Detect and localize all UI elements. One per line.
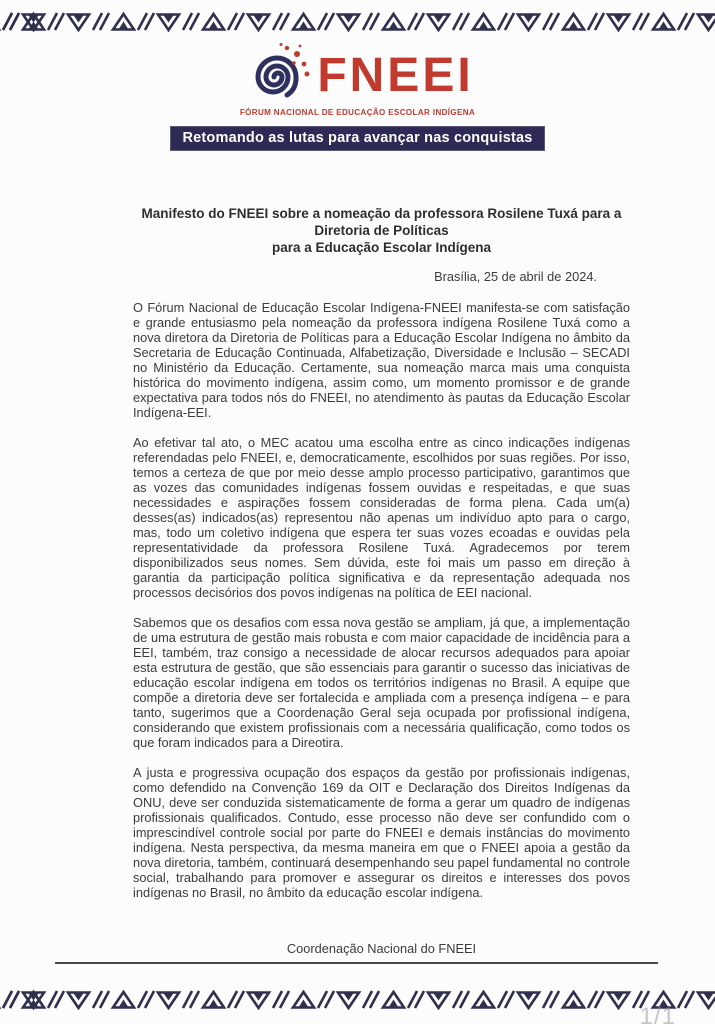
paragraph: Sabemos que os desafios com essa nova gestão se ampliam, já que, a implementação de uma estrutura de gestão mais robusta e com maior capacidade de incidência para a EEI, também, traz consigo a necessidade de alocar recursos adequados para apoiar esta estrutura de gestão, que são essenciais para garantir o sucesso das iniciativas de educação escolar indígena em todos os territórios indígenas no Brasil. A equipe que compõe a diretoria deve ser fortalecida e ampliada com a presença indígena – e para tanto, sugerimos que a Coordenação Geral seja ocupada por profissional indígena, considerando que existem profissionais com a necessária qualificação, como todos os que foram indicados para a Direotira. bbox=[133, 615, 630, 750]
paragraph: Ao efetivar tal ato, o MEC acatou uma escolha entre as cinco indicações indígenas referendadas pelo FNEEI, e, democraticamente, escolhidos por suas regiões. Por isso, temos a certeza de que por meio desse amplo processo participativo, garantimos que as vozes das comunidades indígenas fossem ouvidas e respeitadas, e que suas necessidades e aspirações fossem consideradas de forma plena. Cada um(a) desses(as) indicados(as) representou não apenas um indivíduo apto para o cargo, mas, todo um coletivo indígena que espera ter suas vozes ecoadas e ouvidas pela representatividade da professora Rosilene Tuxá. Agradecemos por terem disponibilizados seus nomes. Sem dúvida, este foi mais um passo em direção à garantia da participação política significativa e da representação adequada nos processos decisórios dos povos indígenas na política de EEI nacional. bbox=[133, 435, 630, 600]
logo-wordmark: FNEEI bbox=[317, 49, 474, 102]
slogan-banner: Retomando as lutas para avançar nas conquistas bbox=[170, 126, 544, 151]
paragraph: O Fórum Nacional de Educação Escolar Indígena-FNEEI manifesta-se com satisfação e grande entusiasmo pela nomeação da professora indígena Rosilene Tuxá como a nova diretora da Diretoria de Políticas para a Educação Escolar Indígena no âmbito da Secretaria de Educação Continuada, Alfabetização, Diversidade e Inclusão – SECADI no Ministério da Educação. Certamente, sua nomeação marca mais uma conquista histórica do movimento indígena, assim como, um momento promissor e de grande expectativa para todos nós do FNEEI, no atendimento às pautas da Educação Escolar Indígena-EEI. bbox=[133, 300, 630, 420]
zigzag-border-bottom-icon bbox=[0, 988, 715, 1010]
title-line-3: para a Educação Escolar Indígena bbox=[271, 240, 492, 255]
letterhead bbox=[0, 41, 715, 151]
page-number: 1/1 bbox=[639, 1003, 676, 1024]
signature-rule bbox=[55, 962, 658, 964]
logo-subtitle: FÓRUM NACIONAL DE EDUCAÇÃO ESCOLAR INDÍGENA bbox=[239, 108, 476, 117]
slogan-banner-wrap bbox=[0, 126, 715, 151]
title-line-1: Manifesto do FNEEI sobre a nomeação da professora Rosilene Tuxá para a bbox=[141, 206, 622, 221]
signature-line: Coordenação Nacional do FNEEI bbox=[286, 941, 477, 956]
document-title bbox=[133, 205, 630, 256]
date-line: Brasília, 25 de abril de 2024. bbox=[434, 269, 597, 284]
spiral-logo-icon bbox=[241, 41, 315, 107]
zigzag-border-top-icon bbox=[0, 10, 715, 32]
paragraph: A justa e progressiva ocupação dos espaços da gestão por profissionais indígenas, como defendido na Convenção 169 da OIT e Declaração dos Direitos Indígenas da ONU, deve ser conduzida sistematicamente de forma a gerar um quadro de indígenas profissionais qualificados. Contudo, esse processo não deve ser confundido com o imprescindível controle social por parte do FNEEI e demais instâncias do movimento indígena. Nesta perspectiva, da mesma maneira em que o FNEEI apoia a gestão da nova diretoria, também, continuará desempenhando seu papel fundamental no controle social, trabalhando para promover e assegurar os direitos e interesses dos povos indígenas no Brasil, no âmbito da educação escolar indígena. bbox=[133, 765, 630, 900]
paragraph-block bbox=[133, 300, 630, 900]
document-body bbox=[133, 205, 630, 900]
title-line-2: Diretoria de Políticas bbox=[314, 223, 449, 238]
fneei-logo bbox=[0, 41, 715, 107]
